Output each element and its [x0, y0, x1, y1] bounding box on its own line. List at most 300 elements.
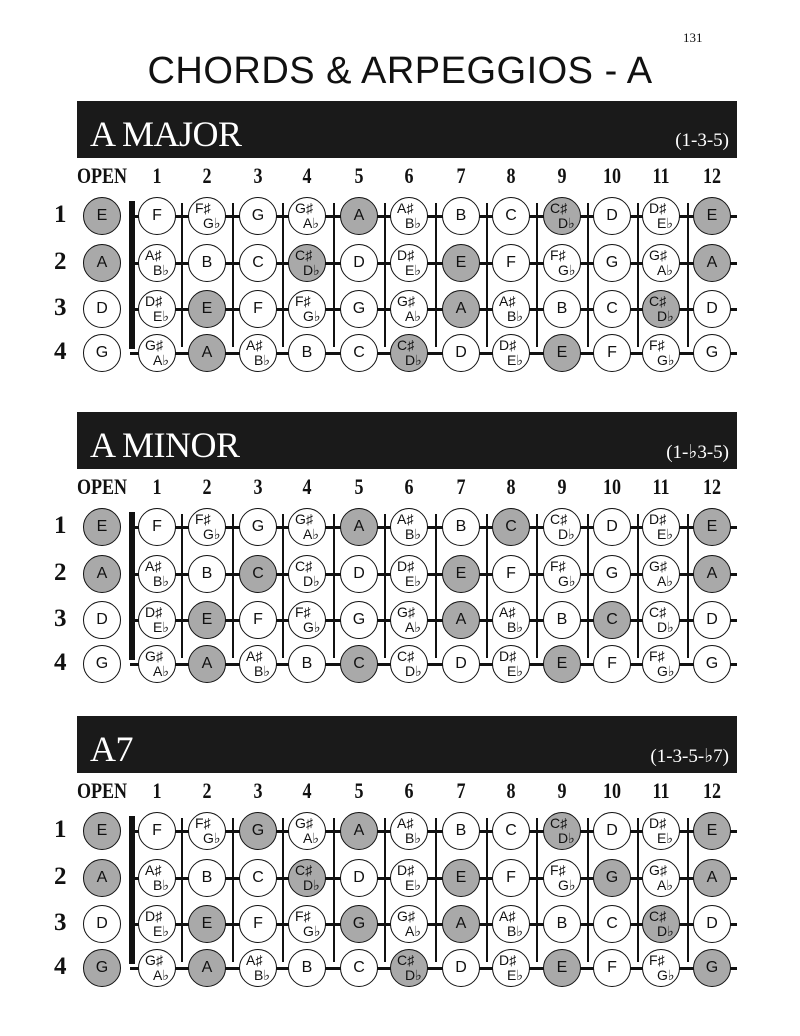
sharp-name: A♯ [499, 604, 516, 620]
fret-line [282, 514, 284, 658]
string-number: 2 [54, 863, 67, 890]
fretboard-note [83, 645, 121, 683]
note-name: B [455, 518, 467, 535]
chord-tone-note [340, 197, 378, 235]
fretboard-note [239, 859, 277, 897]
chord-tone-note [83, 197, 121, 235]
chord-tone-note [693, 949, 731, 987]
fretboard-note [642, 949, 680, 987]
fret-label: 7 [456, 778, 466, 803]
note-name: E [455, 869, 467, 886]
chord-tone-note [442, 859, 480, 897]
fretboard-note [593, 905, 631, 943]
fret-line [687, 514, 689, 658]
sharp-name: A♯ [397, 200, 414, 216]
fretboard-note [492, 905, 530, 943]
note-name: G [605, 869, 619, 886]
fretboard-note [390, 197, 428, 235]
fretboard-note [543, 905, 581, 943]
fret-label: 2 [202, 163, 212, 188]
note-name: E [201, 300, 213, 317]
fretboard-note [390, 812, 428, 850]
chord-tone-note [188, 290, 226, 328]
fret-line [435, 818, 437, 962]
string-number: 1 [54, 816, 67, 843]
note-name: E [455, 565, 467, 582]
note-name: E [556, 655, 568, 672]
note-name: A [706, 869, 718, 886]
fretboard-note [288, 601, 326, 639]
fretboard-note [239, 197, 277, 235]
flat-name: G♭ [203, 215, 221, 231]
sharp-name: G♯ [295, 511, 313, 527]
note-name: F [607, 655, 617, 672]
note-name: C [505, 207, 517, 224]
chord-tone-note [543, 949, 581, 987]
sharp-name: F♯ [295, 293, 311, 309]
sharp-name: C♯ [649, 293, 667, 309]
note-name: G [605, 254, 619, 271]
fretboard-note [138, 244, 176, 282]
note-name: A [201, 959, 213, 976]
note-name: E [96, 207, 108, 224]
fretboard-note [642, 601, 680, 639]
chord-title-bar [77, 412, 737, 469]
note-name: E [455, 254, 467, 271]
chord-title-bar [77, 716, 737, 773]
fretboard-note [442, 334, 480, 372]
fretboard-note [288, 949, 326, 987]
note-name: G [95, 655, 109, 672]
chord-tone-note [83, 508, 121, 546]
fret-label: 6 [404, 778, 414, 803]
sharp-name: G♯ [397, 604, 415, 620]
note-name: D [96, 300, 108, 317]
fretboard-note [83, 334, 121, 372]
flat-name: B♭ [254, 352, 270, 368]
sharp-name: F♯ [649, 952, 665, 968]
fret-label: 8 [506, 474, 516, 499]
flat-name: G♭ [657, 663, 675, 679]
fret-label: 2 [202, 778, 212, 803]
sharp-name: F♯ [649, 337, 665, 353]
sharp-name: G♯ [145, 952, 163, 968]
fret-line [486, 203, 488, 347]
fretboard-note [492, 812, 530, 850]
flat-name: G♭ [203, 830, 221, 846]
fret-line [232, 818, 234, 962]
note-name: F [253, 611, 263, 628]
fretboard-note [492, 290, 530, 328]
fret-line [181, 818, 183, 962]
sharp-name: F♯ [550, 247, 566, 263]
chord-tone-note [543, 197, 581, 235]
page-title: CHORDS & ARPEGGIOS - A [147, 50, 653, 92]
flat-name: G♭ [303, 923, 321, 939]
fretboard-note [492, 197, 530, 235]
fretboard-note [390, 645, 428, 683]
note-name: C [505, 518, 517, 535]
flat-name: G♭ [303, 308, 321, 324]
fret-label: 11 [652, 474, 670, 499]
fretboard-nut [129, 512, 135, 660]
note-name: D [606, 207, 618, 224]
chord-tone-note [288, 244, 326, 282]
fretboard-note [288, 334, 326, 372]
flat-name: D♭ [303, 877, 320, 893]
fretboard-note [492, 645, 530, 683]
chord-tone-note [239, 812, 277, 850]
fretboard-note [138, 859, 176, 897]
chord-tone-note [188, 334, 226, 372]
fret-label: 3 [253, 163, 263, 188]
chord-tone-note [83, 859, 121, 897]
sharp-name: A♯ [246, 337, 263, 353]
sharp-name: C♯ [397, 952, 415, 968]
sharp-name: D♯ [397, 558, 415, 574]
note-name: B [455, 822, 467, 839]
note-name: E [96, 822, 108, 839]
chord-tone-note [83, 555, 121, 593]
fretboard-note [239, 334, 277, 372]
string-number: 4 [54, 338, 67, 365]
note-name: G [705, 959, 719, 976]
chord-tone-note [593, 859, 631, 897]
fretboard-note [188, 508, 226, 546]
fret-label: 4 [302, 778, 312, 803]
flat-name: G♭ [558, 877, 576, 893]
fret-label: 12 [702, 474, 722, 499]
sharp-name: G♯ [145, 337, 163, 353]
chord-name: A MINOR [90, 425, 240, 465]
sharp-name: G♯ [295, 200, 313, 216]
note-name: D [706, 611, 718, 628]
fret-label: 10 [602, 778, 622, 803]
fret-line [637, 818, 639, 962]
string-number: 4 [54, 953, 67, 980]
flat-name: B♭ [507, 308, 523, 324]
note-name: F [607, 959, 617, 976]
chord-tone-note [188, 601, 226, 639]
chord-tone-note [83, 949, 121, 987]
fretboard-nut [129, 201, 135, 349]
fretboard-note [693, 645, 731, 683]
note-name: E [201, 915, 213, 932]
fretboard-note [593, 290, 631, 328]
flat-name: E♭ [507, 663, 523, 679]
note-name: G [705, 344, 719, 361]
note-name: F [253, 915, 263, 932]
fret-label: 6 [404, 474, 414, 499]
flat-name: G♭ [203, 526, 221, 542]
flat-name: D♭ [558, 830, 575, 846]
flat-name: D♭ [303, 573, 320, 589]
fretboard-note [390, 244, 428, 282]
sharp-name: D♯ [649, 815, 667, 831]
note-name: C [606, 915, 618, 932]
fret-label: 3 [253, 778, 263, 803]
fret-line [536, 203, 538, 347]
fretboard-note [188, 197, 226, 235]
fretboard-note [642, 645, 680, 683]
note-name: F [506, 254, 516, 271]
fret-label: 12 [702, 778, 722, 803]
sharp-name: F♯ [195, 511, 211, 527]
fret-line [181, 203, 183, 347]
flat-name: E♭ [405, 877, 421, 893]
string-number: 2 [54, 559, 67, 586]
string-number: 1 [54, 201, 67, 228]
fretboard-note [340, 949, 378, 987]
fretboard-note [693, 290, 731, 328]
fret-line [637, 203, 639, 347]
fretboard-note [390, 601, 428, 639]
note-name: A [353, 207, 365, 224]
flat-name: G♭ [303, 619, 321, 635]
flat-name: D♭ [405, 967, 422, 983]
note-name: A [96, 254, 108, 271]
note-name: B [201, 869, 213, 886]
fretboard-note [543, 290, 581, 328]
sharp-name: D♯ [145, 604, 163, 620]
note-name: G [352, 300, 366, 317]
flat-name: B♭ [405, 215, 421, 231]
fretboard-note [442, 645, 480, 683]
note-name: B [455, 207, 467, 224]
fretboard-note [138, 949, 176, 987]
flat-name: B♭ [405, 526, 421, 542]
note-name: B [201, 565, 213, 582]
fret-label: 2 [202, 474, 212, 499]
fretboard-note [593, 508, 631, 546]
note-name: G [251, 518, 265, 535]
note-name: A [706, 254, 718, 271]
fretboard-note [693, 334, 731, 372]
string-number: 4 [54, 649, 67, 676]
sharp-name: F♯ [550, 558, 566, 574]
note-name: F [152, 207, 162, 224]
note-name: D [706, 915, 718, 932]
flat-name: A♭ [153, 663, 169, 679]
sharp-name: C♯ [295, 862, 313, 878]
note-name: D [455, 344, 467, 361]
fretboard-note [138, 508, 176, 546]
fret-line [536, 818, 538, 962]
flat-name: A♭ [153, 967, 169, 983]
note-name: E [706, 822, 718, 839]
fret-line [333, 203, 335, 347]
flat-name: E♭ [657, 215, 673, 231]
fret-label: 5 [354, 474, 364, 499]
note-name: B [301, 959, 313, 976]
fret-line [587, 818, 589, 962]
fretboard-note [442, 949, 480, 987]
sharp-name: A♯ [499, 908, 516, 924]
fretboard-note [492, 859, 530, 897]
fretboard-note [239, 645, 277, 683]
note-name: F [253, 300, 263, 317]
fret-line [384, 818, 386, 962]
fretboard-note [642, 859, 680, 897]
fret-label: 7 [456, 474, 466, 499]
fretboard-note [138, 290, 176, 328]
flat-name: A♭ [405, 308, 421, 324]
fretboard-note [390, 290, 428, 328]
sharp-name: G♯ [145, 648, 163, 664]
sharp-name: G♯ [649, 862, 667, 878]
fret-label: 9 [557, 474, 567, 499]
flat-name: B♭ [153, 877, 169, 893]
note-name: C [505, 822, 517, 839]
fretboard-nut [129, 816, 135, 964]
note-name: F [152, 822, 162, 839]
fretboard-note [492, 555, 530, 593]
flat-name: A♭ [657, 877, 673, 893]
fretboard-note [693, 601, 731, 639]
fretboard-note [642, 244, 680, 282]
chord-name: A MAJOR [90, 114, 242, 154]
fretboard-note [642, 508, 680, 546]
fretboard-note [693, 905, 731, 943]
chord-title-bar [77, 101, 737, 158]
chord-tone-note [693, 812, 731, 850]
note-name: G [352, 611, 366, 628]
fretboard-note [340, 290, 378, 328]
note-name: A [455, 915, 467, 932]
note-name: D [606, 822, 618, 839]
chord-tone-note [442, 290, 480, 328]
fretboard-note [288, 197, 326, 235]
fretboard-note [138, 645, 176, 683]
sharp-name: C♯ [550, 200, 568, 216]
fretboard-note [543, 244, 581, 282]
sharp-name: C♯ [550, 511, 568, 527]
note-name: D [455, 959, 467, 976]
note-name: G [95, 959, 109, 976]
note-name: F [506, 565, 516, 582]
fretboard-note [288, 290, 326, 328]
fret-line [435, 514, 437, 658]
sharp-name: C♯ [649, 908, 667, 924]
flat-name: G♭ [657, 967, 675, 983]
chord-tone-note [340, 645, 378, 683]
flat-name: E♭ [153, 923, 169, 939]
fret-line [687, 818, 689, 962]
flat-name: E♭ [405, 573, 421, 589]
flat-name: A♭ [657, 573, 673, 589]
fret-label: OPEN [76, 163, 128, 188]
fretboard-note [288, 812, 326, 850]
sharp-name: A♯ [145, 862, 162, 878]
flat-name: A♭ [153, 352, 169, 368]
sharp-name: F♯ [195, 815, 211, 831]
fretboard-note [390, 508, 428, 546]
fret-line [587, 203, 589, 347]
note-name: E [96, 518, 108, 535]
fret-label: 8 [506, 778, 516, 803]
chord-tone-note [442, 905, 480, 943]
note-name: D [353, 869, 365, 886]
fretboard-note [390, 859, 428, 897]
note-name: B [556, 611, 568, 628]
fretboard-note [288, 645, 326, 683]
fret-line [435, 203, 437, 347]
fret-line [486, 514, 488, 658]
fret-label: 3 [253, 474, 263, 499]
fretboard-note [543, 859, 581, 897]
note-name: A [353, 822, 365, 839]
note-name: C [606, 300, 618, 317]
note-name: E [201, 611, 213, 628]
fret-label: 4 [302, 163, 312, 188]
fretboard-note [188, 859, 226, 897]
note-name: C [252, 254, 264, 271]
sharp-name: D♯ [397, 247, 415, 263]
sharp-name: D♯ [499, 952, 517, 968]
note-name: C [353, 655, 365, 672]
fretboard-note [492, 244, 530, 282]
fretboard-note [239, 601, 277, 639]
fret-label: 4 [302, 474, 312, 499]
flat-name: D♭ [405, 663, 422, 679]
fret-line [282, 203, 284, 347]
fretboard-note [340, 334, 378, 372]
fretboard-note [239, 508, 277, 546]
fretboard-note [239, 905, 277, 943]
note-name: A [96, 869, 108, 886]
note-name: E [706, 207, 718, 224]
sharp-name: D♯ [145, 293, 163, 309]
flat-name: A♭ [303, 526, 319, 542]
flat-name: B♭ [507, 923, 523, 939]
chord-tone-note [390, 949, 428, 987]
chord-tone-note [188, 949, 226, 987]
flat-name: D♭ [558, 215, 575, 231]
sharp-name: G♯ [397, 908, 415, 924]
fret-label: 11 [652, 163, 670, 188]
chord-tone-note [188, 645, 226, 683]
note-name: F [152, 518, 162, 535]
string-number: 3 [54, 294, 67, 321]
fretboard-note [239, 290, 277, 328]
chord-formula: (1-3-5-♭7) [650, 746, 729, 767]
sharp-name: D♯ [397, 862, 415, 878]
sharp-name: A♯ [397, 511, 414, 527]
fret-label: 10 [602, 474, 622, 499]
flat-name: A♭ [303, 830, 319, 846]
sharp-name: G♯ [649, 558, 667, 574]
note-name: B [301, 655, 313, 672]
note-name: B [301, 344, 313, 361]
chord-tone-note [642, 905, 680, 943]
chord-tone-note [340, 508, 378, 546]
fret-line [181, 514, 183, 658]
sharp-name: A♯ [145, 247, 162, 263]
fretboard-note [390, 905, 428, 943]
flat-name: B♭ [153, 262, 169, 278]
fretboard-note [288, 905, 326, 943]
fret-line [687, 203, 689, 347]
chord-tone-note [492, 508, 530, 546]
chord-tone-note [693, 555, 731, 593]
sharp-name: G♯ [397, 293, 415, 309]
sharp-name: C♯ [397, 648, 415, 664]
sharp-name: D♯ [499, 337, 517, 353]
chord-tone-note [83, 812, 121, 850]
fretboard-note [188, 244, 226, 282]
chord-tone-note [593, 601, 631, 639]
flat-name: A♭ [303, 215, 319, 231]
